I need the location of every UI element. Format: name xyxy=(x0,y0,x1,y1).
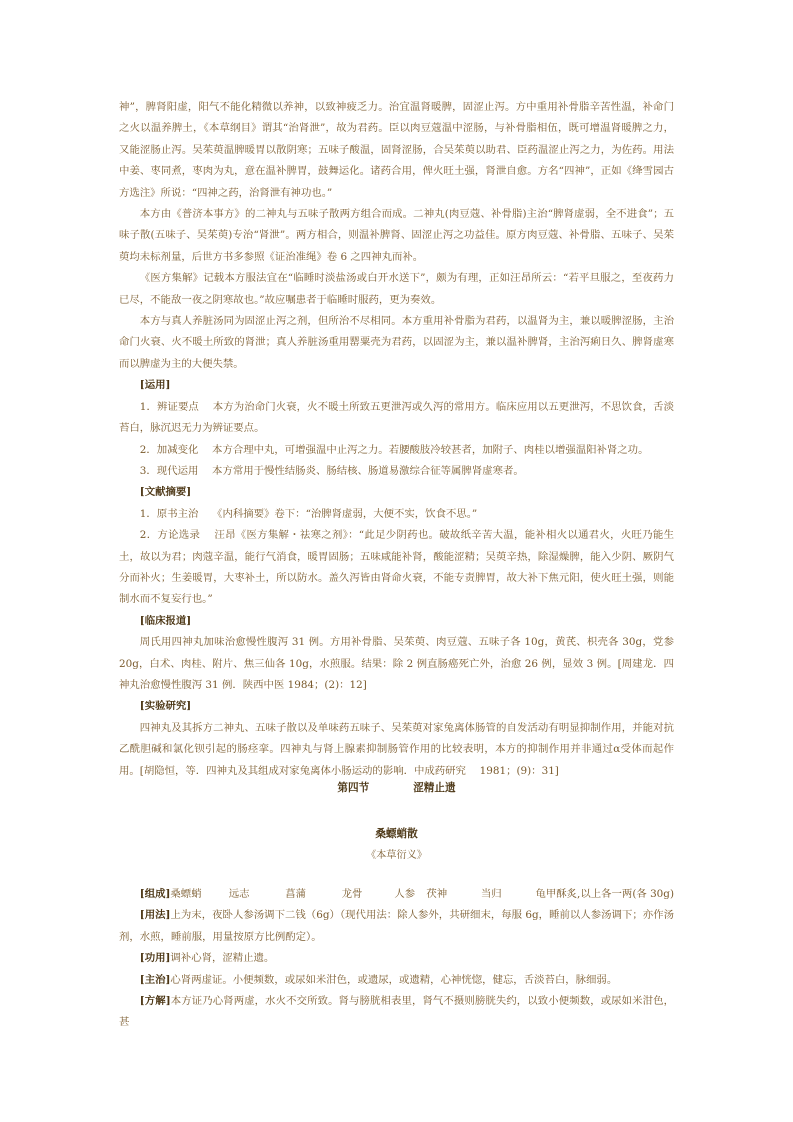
zhuzhi-row xyxy=(119,970,674,991)
zhuzhi-text: 心肾两虚证。小便频数，或尿如米泔色，或遗尿，或遗精，心神恍惚，健忘，舌淡苔白，脉细弱。 xyxy=(170,973,618,986)
ingredient: 人参 xyxy=(394,888,416,900)
zhuzhi-label: [主治] xyxy=(139,973,171,986)
ingredients-row xyxy=(119,884,674,905)
heading-shiyan: [实验研究] xyxy=(139,700,192,713)
wenxian-item-2: 2．方论选录 汪昂《医方集解・祛寒之剂》：“此足少阴药也。破故纸辛苦大温，能补相火以通君火，火旺乃能生土，故以为君；肉蔻辛温，能行气消食，暖胃固肠；五味咸能补肾，酸能涩精；吴萸辛热，除湿燥脾，能入少阴、厥阴气分而补火；生姜暖胃，大枣补土，所以防水。盖久泻皆由肾命火衰，不能专责脾胃，故大补下焦元阳，使火旺土强，则能制水而不复妄行也。” xyxy=(119,529,674,606)
linchuang-report: 周氏用四神丸加味治愈慢性腹泻 31 例。方用补骨脂、吴茱萸、肉豆蔻、五味子各 10g，黄芪、枳壳各 30g，党参 20g，白术、肉桂、附片、焦三仙各 10g，水煎服。结果：除 2 例直肠癌死亡外，治愈 26 例，显效 3 例。[周建龙．四神丸治愈慢性腹泻 31 例．陕西中医 1984；(2)：12] xyxy=(119,636,674,691)
main-text xyxy=(119,97,674,782)
wenxian-item-1: 1．原书主治 《内科摘要》卷下：“治脾肾虚弱，大便不实，饮食不思。” xyxy=(139,507,478,520)
heading-wenxian: [文献摘要] xyxy=(139,486,192,499)
gongyong-label: [功用] xyxy=(139,952,171,965)
yongfa-text: 上为末，夜卧人参汤调下二钱（6g）（现代用法：除人参外，共研细末，每服 6g，睡前以人参汤调下；亦作汤剂，水煎，睡前服，用量按原方比例酌定）。 xyxy=(119,909,674,943)
yongfa-label: [用法] xyxy=(139,909,171,922)
gongyong-row xyxy=(119,948,674,969)
heading-yunyong: [运用] xyxy=(139,379,171,392)
zucheng-label: [组成] xyxy=(139,888,171,900)
paragraph-dosing: 《医方集解》记载本方服法宜在“临睡时淡盐汤或白开水送下”，颇为有理，正如汪昂所云：“若平旦服之，至夜药力已尽，不能敌一夜之阴寒故也。”故应嘱患者于临睡时服药，更为奏效。 xyxy=(119,272,674,306)
heading-linchuang: [临床报道] xyxy=(139,614,192,627)
fangjie-text: 本方证乃心肾两虚，水火不交所致。肾与膀胱相表里，肾气不摄则膀胱失约，以致小便频数，或尿如米泔色，甚 xyxy=(119,995,674,1029)
formula-name: 桑螵蛸散 xyxy=(375,828,418,840)
ingredient: 远志 xyxy=(228,888,250,900)
section-name: 涩精止遗 xyxy=(413,782,456,794)
section-number: 第四节 xyxy=(337,782,370,794)
ingredient: 龙骨 xyxy=(341,888,363,900)
yunyong-item-3: 3．现代运用 本方常用于慢性结肠炎、肠结核、肠道易激综合征等属脾肾虚寒者。 xyxy=(139,464,524,477)
section-title xyxy=(0,780,793,795)
paragraph-sishen-analysis: 神”，脾肾阳虚，阳气不能化精微以养神，以致神疲乏力。治宜温肾暖脾，固涩止泻。方中重用补骨脂辛苦性温，补命门之火以温养脾土，《本草纲目》谓其“治肾泄”，故为君药。臣以肉豆蔻温中涩肠，与补骨脂相伍，既可增温肾暖脾之力，又能涩肠止泻。吴茱萸温脾暖胃以散阴寒；五味子酸温，固肾涩肠，合吴茱萸以助君、臣药温涩止泻之力，为佐药。用法中姜、枣同煮，枣肉为丸，意在温补脾胃，鼓舞运化。诸药合用，俾火旺土强，肾泄自愈。方名“四神”，正如《绛雪园古方选注》所说：“四神之药，治肾泄有神功也。” xyxy=(119,101,674,199)
ingredient: 龟甲酥炙,以上各一两(各 30g) xyxy=(535,888,674,900)
fangjie-label: [方解] xyxy=(139,995,171,1008)
yunyong-item-1: 1．辨证要点 本方为治命门火衰，火不暖土所致五更泄泻或久泻的常用方。临床应用以五更泄泻，不思饮食，舌淡苔白，脉沉迟无力为辨证要点。 xyxy=(119,400,674,435)
ingredient: 菖蒲 xyxy=(285,888,306,900)
fangjie-row xyxy=(119,991,674,1034)
ingredient: 当归 xyxy=(480,888,502,900)
formula-source: 《本草衍义》 xyxy=(365,850,428,861)
gongyong-text: 调补心肾，涩精止遗。 xyxy=(170,952,275,965)
yunyong-item-2: 2．加减变化 本方合理中丸，可增强温中止泻之力。若腰酸肢冷较甚者，加附子、肉桂以增强温阳补肾之功。 xyxy=(139,443,649,456)
paragraph-origin: 本方由《普济本事方》的二神丸与五味子散两方组合而成。二神丸(肉豆蔻、补骨脂)主治“脾肾虚弱，全不进食”；五味子散(五味子、吴茱萸)专治“肾泄”。两方相合，则温补脾肾、固涩止泻之功益佳。原方肉豆蔻、补骨脂、五味子、吴茱萸均未标剂量，后世方书多参照《证治准绳》卷 6 之四神丸而补。 xyxy=(119,208,674,263)
shiyan-report: 四神丸及其拆方二神丸、五味子散以及单味药五味子、吴茱萸对家兔离体肠管的自发活动有明显抑制作用，并能对抗乙酰胆碱和氯化钡引起的肠痉挛。四神丸与肾上腺素抑制肠管作用的比较表明，本方的抑制作用并非通过α受体而起作用。[胡隐恒，等．四神丸及其组成对家兔离体小肠运动的影响．中成药研究 1981；(9)：31] xyxy=(119,721,674,777)
paragraph-comparison: 本方与真人养脏汤同为固涩止泻之剂，但所治不尽相同。本方重用补骨脂为君药，以温肾为主，兼以暖脾涩肠，主治命门火衰、火不暖土所致的肾泄；真人养脏汤重用罂粟壳为君药，以固涩为主，兼以温补脾肾，主治泻痢日久、脾肾虚寒而以脾虚为主的大便失禁。 xyxy=(119,315,674,370)
ingredient: 桑螵蛸 xyxy=(170,888,202,900)
yongfa-row xyxy=(119,905,674,948)
ingredient: 茯神 xyxy=(426,888,448,900)
formula-details xyxy=(119,884,674,1034)
